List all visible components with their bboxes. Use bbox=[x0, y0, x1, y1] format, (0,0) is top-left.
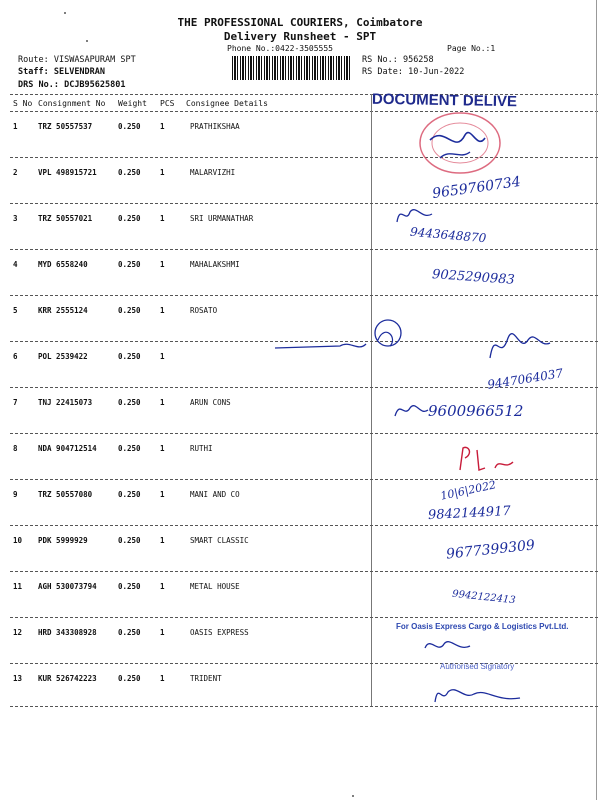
rs-no-label: RS No.: bbox=[362, 55, 398, 65]
handwritten-phone-row10: 9677399309 bbox=[445, 537, 536, 563]
row-consignment: TNJ 22415073 bbox=[38, 398, 93, 407]
row-rule bbox=[10, 203, 598, 204]
col-pcs-header: PCS bbox=[160, 99, 175, 108]
row-consignment: TRZ 50557537 bbox=[38, 122, 93, 131]
handwritten-phone-row7: 9600966512 bbox=[428, 402, 524, 420]
row-consignee: SRI URMANATHAR bbox=[190, 214, 254, 223]
row-pcs: 1 bbox=[160, 214, 165, 223]
row-consignee: ROSATO bbox=[190, 306, 218, 315]
row-pcs: 1 bbox=[160, 444, 165, 453]
oasis-company-stamp: For Oasis Express Cargo & Logistics Pvt.Ltd. bbox=[396, 622, 569, 631]
col-weight-header: Weight bbox=[118, 99, 147, 108]
route-label: Route: bbox=[18, 55, 49, 65]
row-weight: 0.250 bbox=[118, 352, 141, 361]
signature-scribble-row5 bbox=[480, 318, 560, 368]
handwritten-phone-row6: 9447064037 bbox=[486, 366, 564, 392]
handwritten-phone-row2: 9659760734 bbox=[431, 173, 522, 203]
row-pcs: 1 bbox=[160, 628, 165, 637]
staff-value: SELVENDRAN bbox=[53, 67, 106, 77]
row-pcs: 1 bbox=[160, 122, 165, 131]
col-consignment-header: Consignment No bbox=[38, 99, 106, 108]
row-consignment: TRZ 50557080 bbox=[38, 490, 93, 499]
rs-no-value: 956258 bbox=[402, 55, 434, 65]
row-consignment: AGH 530073794 bbox=[38, 582, 97, 591]
row-consignment: PDK 5999929 bbox=[38, 536, 88, 545]
row-sno: 5 bbox=[13, 306, 18, 315]
row-consignment: TRZ 50557021 bbox=[38, 214, 93, 223]
row-sno: 1 bbox=[13, 122, 18, 131]
table-row bbox=[0, 122, 600, 168]
row-sno: 3 bbox=[13, 214, 18, 223]
row-sno: 9 bbox=[13, 490, 18, 499]
row-rule bbox=[10, 525, 598, 526]
barcode-image bbox=[232, 56, 350, 80]
signature-scribble-row6 bbox=[270, 318, 420, 368]
row-weight: 0.250 bbox=[118, 398, 141, 407]
row-weight: 0.250 bbox=[118, 306, 141, 315]
col-sno-header: S No bbox=[13, 99, 33, 108]
row-weight: 0.250 bbox=[118, 628, 141, 637]
handwritten-phone-row4: 9025290983 bbox=[431, 267, 516, 288]
drs-value: DCJB95625801 bbox=[64, 80, 126, 90]
signature-scribble-row3 bbox=[392, 200, 442, 230]
row-pcs: 1 bbox=[160, 260, 165, 269]
row-consignee: MAHALAKSHMI bbox=[190, 260, 240, 269]
handwritten-phone-row3: 9443648870 bbox=[409, 224, 487, 246]
rs-date-line bbox=[362, 67, 464, 77]
company-seal-stamp bbox=[405, 110, 505, 180]
phone-number: Phone No.:0422-3505555 bbox=[227, 44, 333, 53]
row-pcs: 1 bbox=[160, 352, 165, 361]
signature-scribble-row12 bbox=[420, 632, 480, 660]
row-weight: 0.250 bbox=[118, 122, 141, 131]
rs-date-label: RS Date: bbox=[362, 67, 403, 77]
row-consignment: VPL 498915721 bbox=[38, 168, 97, 177]
row-rule bbox=[10, 157, 598, 158]
scan-speck bbox=[352, 795, 354, 797]
row-weight: 0.250 bbox=[118, 536, 141, 545]
drs-line bbox=[18, 80, 126, 90]
route-value: VISWASAPURAM SPT bbox=[53, 55, 136, 65]
row-consignment: MYD 6558240 bbox=[38, 260, 88, 269]
row-pcs: 1 bbox=[160, 582, 165, 591]
row-consignee: MANI AND CO bbox=[190, 490, 240, 499]
row-consignment: HRD 343308928 bbox=[38, 628, 97, 637]
row-pcs: 1 bbox=[160, 398, 165, 407]
row-rule bbox=[10, 433, 598, 434]
row-consignee: OASIS EXPRESS bbox=[190, 628, 249, 637]
row-consignment: KUR 526742223 bbox=[38, 674, 97, 683]
row-rule bbox=[10, 617, 598, 618]
signature-scribble-row13 bbox=[430, 678, 530, 708]
row-weight: 0.250 bbox=[118, 214, 141, 223]
row-pcs: 1 bbox=[160, 168, 165, 177]
route-line bbox=[18, 55, 136, 65]
table-header-rule bbox=[10, 111, 598, 112]
staff-label: Staff: bbox=[18, 67, 49, 77]
signature-scribble-row8 bbox=[455, 440, 535, 480]
row-sno: 12 bbox=[13, 628, 23, 637]
document-delivered-stamp: DOCUMENT DELIVE bbox=[371, 90, 518, 111]
row-rule bbox=[10, 249, 598, 250]
row-consignment: NDA 904712514 bbox=[38, 444, 97, 453]
page-number: Page No.:1 bbox=[447, 44, 496, 53]
drs-label: DRS No.: bbox=[18, 80, 59, 90]
table-row bbox=[0, 214, 600, 260]
row-weight: 0.250 bbox=[118, 674, 141, 683]
row-sno: 2 bbox=[13, 168, 18, 177]
row-weight: 0.250 bbox=[118, 490, 141, 499]
col-consignee-header: Consignee Details bbox=[186, 99, 268, 108]
handwritten-phone-row11: 9942122413 bbox=[451, 588, 517, 607]
row-consignment: KRR 2555124 bbox=[38, 306, 88, 315]
row-pcs: 1 bbox=[160, 674, 165, 683]
row-sno: 7 bbox=[13, 398, 18, 407]
scan-speck bbox=[86, 40, 88, 42]
row-sno: 4 bbox=[13, 260, 18, 269]
row-consignee: METAL HOUSE bbox=[190, 582, 240, 591]
runsheet-subtitle: Delivery Runsheet - SPT bbox=[223, 30, 377, 43]
row-consignee: ARUN CONS bbox=[190, 398, 231, 407]
row-sno: 13 bbox=[13, 674, 23, 683]
row-consignee: MALARVIZHI bbox=[190, 168, 236, 177]
row-consignee: RUTHI bbox=[190, 444, 213, 453]
signature-scribble-row7 bbox=[392, 398, 432, 423]
handwritten-phone-row9: 9842144917 bbox=[427, 503, 512, 524]
row-weight: 0.250 bbox=[118, 444, 141, 453]
row-consignment: POL 2539422 bbox=[38, 352, 88, 361]
rs-no-line bbox=[362, 55, 434, 65]
row-pcs: 1 bbox=[160, 306, 165, 315]
staff-line bbox=[18, 67, 105, 77]
authorised-signatory-stamp: Authorised Signatory bbox=[440, 662, 515, 671]
row-weight: 0.250 bbox=[118, 582, 141, 591]
runsheet-title: THE PROFESSIONAL COURIERS, Coimbatore bbox=[177, 16, 423, 29]
handwritten-date-row9: 10|6|2022 bbox=[439, 478, 498, 503]
row-sno: 11 bbox=[13, 582, 23, 591]
row-rule bbox=[10, 571, 598, 572]
scan-speck bbox=[64, 12, 66, 14]
rs-date-value: 10-Jun-2022 bbox=[408, 67, 465, 77]
row-sno: 10 bbox=[13, 536, 23, 545]
row-consignee: TRIDENT bbox=[190, 674, 222, 683]
row-sno: 6 bbox=[13, 352, 18, 361]
row-pcs: 1 bbox=[160, 490, 165, 499]
row-pcs: 1 bbox=[160, 536, 165, 545]
row-sno: 8 bbox=[13, 444, 18, 453]
row-weight: 0.250 bbox=[118, 168, 141, 177]
row-consignee: SMART CLASSIC bbox=[190, 536, 249, 545]
row-weight: 0.250 bbox=[118, 260, 141, 269]
row-consignee: PRATHIKSHAA bbox=[190, 122, 240, 131]
row-rule bbox=[10, 295, 598, 296]
